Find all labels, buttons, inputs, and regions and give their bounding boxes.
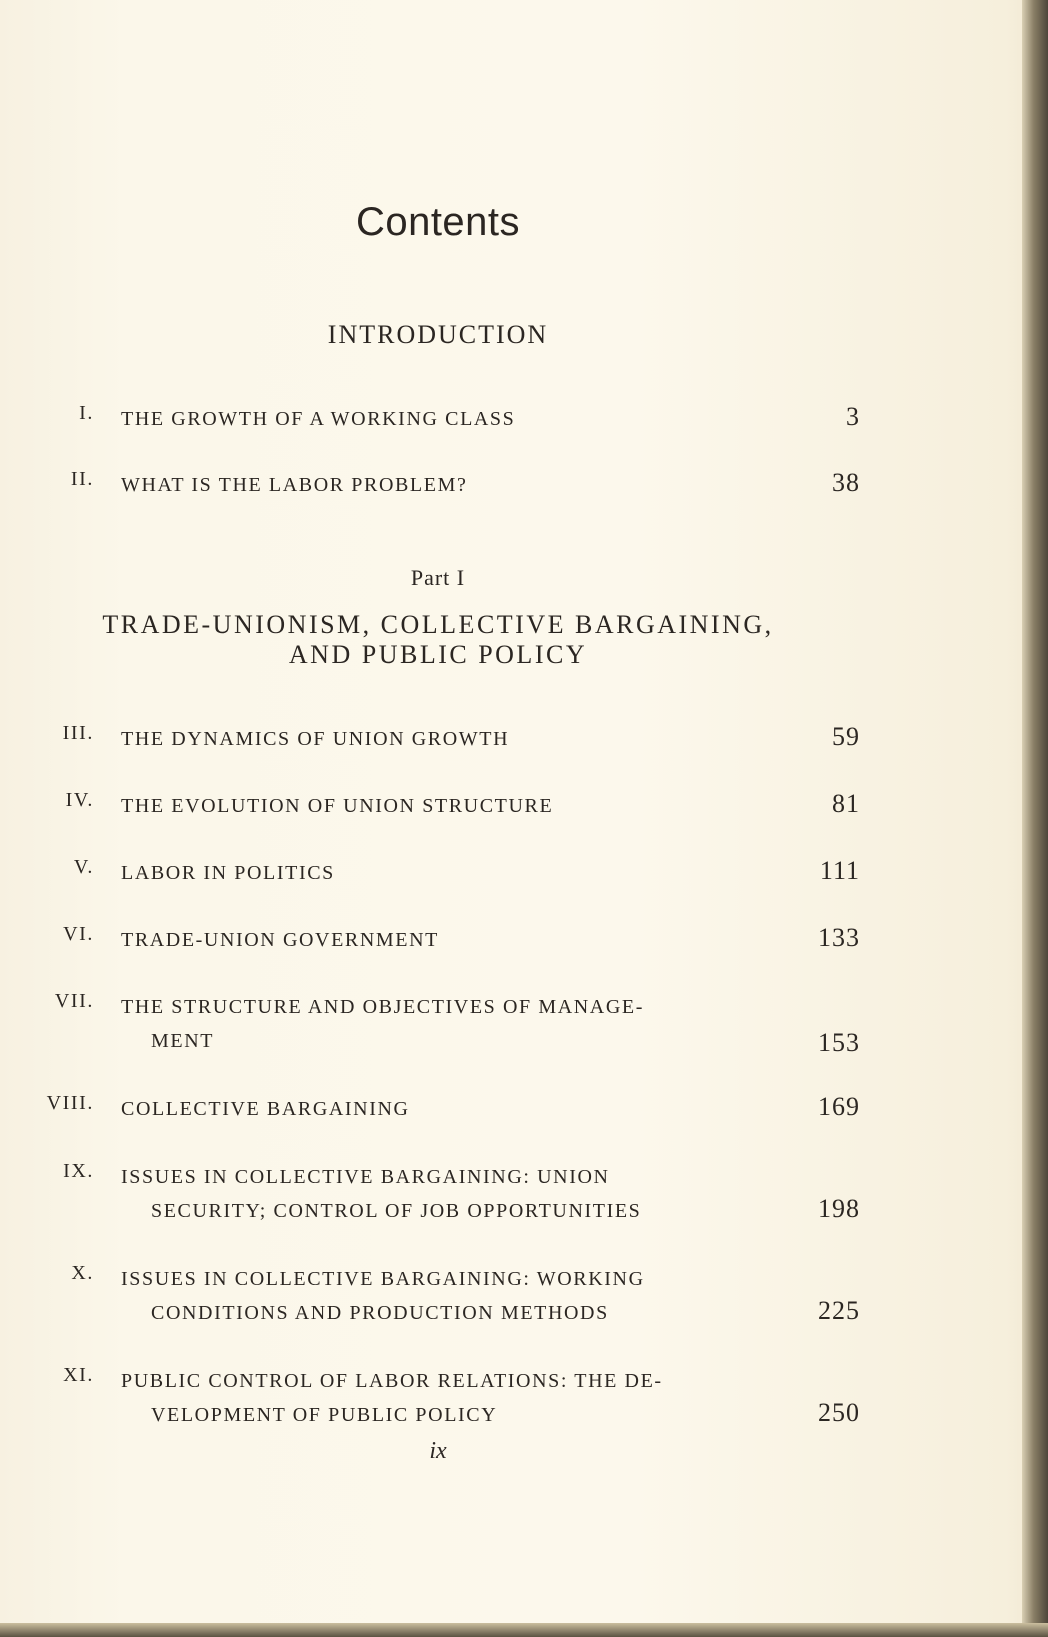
chapter-title: WHAT IS THE LABOR PROBLEM? bbox=[121, 474, 468, 496]
page-number: 169 bbox=[818, 1092, 860, 1121]
chapter-number: X. bbox=[71, 1262, 94, 1284]
chapter-title: COLLECTIVE BARGAINING bbox=[121, 1098, 410, 1120]
chapter-title-line-1: THE STRUCTURE AND OBJECTIVES OF MANAGE- bbox=[121, 996, 644, 1018]
page-number: 38 bbox=[832, 468, 860, 497]
page-number: 153 bbox=[818, 1028, 860, 1057]
chapter-title-line-2: VELOPMENT OF PUBLIC POLICY bbox=[151, 1404, 498, 1426]
chapter-number: I. bbox=[79, 402, 94, 424]
page-number: 81 bbox=[832, 789, 860, 818]
chapter-number: II. bbox=[70, 468, 94, 490]
chapter-title bbox=[121, 990, 781, 1058]
chapter-title-line-1: PUBLIC CONTROL OF LABOR RELATIONS: THE DE- bbox=[121, 1370, 663, 1392]
folio-page-number: ix bbox=[429, 1438, 447, 1464]
chapter-number: XI. bbox=[63, 1364, 94, 1386]
chapter-number: VI. bbox=[63, 923, 94, 945]
introduction-heading: INTRODUCTION bbox=[327, 320, 549, 349]
book-spine-edge bbox=[1022, 0, 1048, 1637]
page-bottom-edge bbox=[0, 1623, 1048, 1637]
chapter-number: IV. bbox=[65, 789, 94, 811]
page-number: 3 bbox=[846, 402, 860, 431]
chapter-title: TRADE-UNION GOVERNMENT bbox=[121, 929, 439, 951]
chapter-title-line-1: ISSUES IN COLLECTIVE BARGAINING: UNION bbox=[121, 1166, 610, 1188]
chapter-number: VII. bbox=[54, 990, 94, 1012]
part-title-line-2: AND PUBLIC POLICY bbox=[288, 640, 588, 669]
page-number: 133 bbox=[818, 923, 860, 952]
chapter-title-line-1: ISSUES IN COLLECTIVE BARGAINING: WORKING bbox=[121, 1268, 645, 1290]
chapter-title-line-2: CONDITIONS AND PRODUCTION METHODS bbox=[151, 1302, 609, 1324]
page-title: Contents bbox=[355, 200, 521, 244]
chapter-title: THE GROWTH OF A WORKING CLASS bbox=[121, 408, 516, 430]
chapter-number: VIII. bbox=[46, 1092, 94, 1114]
chapter-title bbox=[121, 1160, 781, 1228]
page-number: 250 bbox=[818, 1398, 860, 1427]
chapter-title-line-2: MENT bbox=[151, 1030, 215, 1052]
chapter-number: III. bbox=[62, 722, 94, 744]
chapter-number: IX. bbox=[63, 1160, 94, 1182]
chapter-title-line-2: SECURITY; CONTROL OF JOB OPPORTUNITIES bbox=[151, 1200, 642, 1222]
part-label: Part I bbox=[410, 565, 466, 590]
part-title-line-1: TRADE-UNIONISM, COLLECTIVE BARGAINING, bbox=[102, 610, 774, 639]
page-number: 198 bbox=[818, 1194, 860, 1223]
page-number: 225 bbox=[818, 1296, 860, 1325]
chapter-title bbox=[121, 1364, 781, 1432]
chapter-title bbox=[121, 1262, 781, 1330]
chapter-title: THE EVOLUTION OF UNION STRUCTURE bbox=[121, 795, 554, 817]
chapter-title: LABOR IN POLITICS bbox=[121, 862, 335, 884]
page-number: 111 bbox=[819, 856, 860, 885]
page-number: 59 bbox=[832, 722, 860, 751]
chapter-title: THE DYNAMICS OF UNION GROWTH bbox=[121, 728, 510, 750]
chapter-number: V. bbox=[73, 856, 94, 878]
